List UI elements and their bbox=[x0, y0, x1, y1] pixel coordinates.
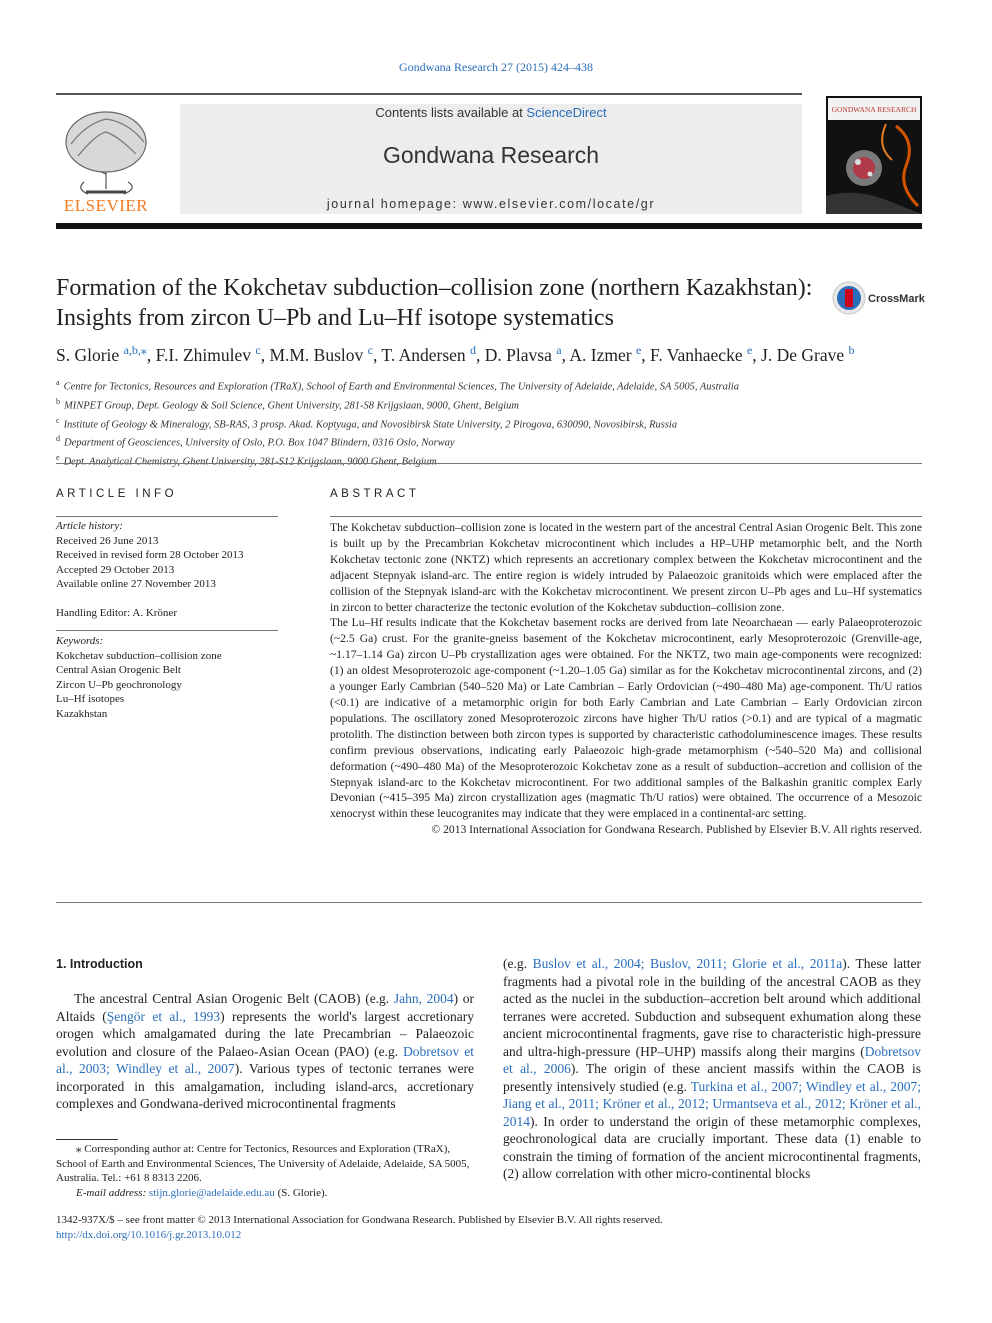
history-revised: Received in revised form 28 October 2013 bbox=[56, 549, 244, 561]
body-text: The ancestral Central Asian Orogenic Belt (CAOB) (e.g. bbox=[74, 991, 394, 1006]
author-affiliation-marker[interactable]: c bbox=[367, 343, 373, 357]
affiliation-item: $^a$ Centre for Tectonics, Resources and Exploration (TRaX), School of Earth and Environmental Sciences, The University of Adelaide, Adelaide, SA 5005, Australia bbox=[56, 378, 739, 393]
article-info-heading: ARTICLE INFO bbox=[56, 488, 178, 500]
abstract-heading: ABSTRACT bbox=[330, 488, 420, 500]
crossmark-icon bbox=[832, 280, 932, 316]
author-name[interactable]: F. Vanhaecke bbox=[650, 344, 747, 365]
author-affiliation-marker[interactable]: d bbox=[470, 343, 477, 357]
author-email-link[interactable]: stijn.glorie@adelaide.edu.au bbox=[148, 1186, 275, 1199]
cover-title: GONDWANA RESEARCH bbox=[831, 105, 917, 114]
email-label: E-mail address: bbox=[76, 1186, 149, 1199]
keyword-item: Kazakhstan bbox=[56, 707, 108, 720]
journal-citation[interactable]: Gondwana Research 27 (2015) 424–438 bbox=[399, 60, 593, 74]
section-rule bbox=[56, 463, 922, 464]
abstract-end-rule bbox=[56, 902, 922, 903]
author-name[interactable]: T. Andersen bbox=[381, 344, 471, 365]
author-affiliation-marker[interactable]: c bbox=[255, 343, 261, 357]
keyword-item: Zircon U–Pb geochronology bbox=[56, 678, 182, 691]
affiliations bbox=[56, 376, 926, 470]
abstract-paragraph-1: The Kokchetav subduction–collision zone is located in the western part of the ancestral Central Asian Orogenic Belt. This zone is built up by the Precambrian Kokchetav microcontinent which includes a HP–UHP metamorphic belt, and the North Kokchetav tectonic zone (NKTZ) which represents an accretionary complex between the Kokchetav microcontinent and the adjacent Stepnyak island-arc. The entire region is widely intruded by Palaeozoic granitoids which were emplaced after the collision of the Stepnyak island-arc with the Kokchetav microcontinent. We present zircon U–Pb ages and Lu–Hf systematics in zircon to better characterize the tectonic evolution of the Kokchetav subduction–collision zone. bbox=[330, 521, 922, 614]
publisher-logo-text: ELSEVIER bbox=[63, 196, 149, 214]
contents-prefix: Contents lists available at bbox=[375, 105, 527, 120]
citation-link[interactable]: Buslov et al., 2004; Buslov, 2011; Glorie et al., 2011a bbox=[532, 956, 843, 971]
corresponding-author-footnote bbox=[56, 1142, 476, 1200]
contents-line bbox=[180, 104, 802, 122]
author-name[interactable]: M.M. Buslov bbox=[269, 344, 368, 365]
body-text: ). The origin of these ancient massifs within the CAOB is presently intensively studied (e.g. bbox=[503, 1061, 921, 1094]
abstract-body bbox=[330, 520, 922, 838]
author-name[interactable]: F.I. Zhimulev bbox=[155, 344, 256, 365]
author-affiliation-marker[interactable]: e bbox=[746, 343, 753, 357]
elsevier-logo[interactable] bbox=[56, 104, 156, 214]
affiliation-item: $^d$ Department of Geosciences, University of Oslo, P.O. Box 1047 Blindern, 0316 Oslo, Norway bbox=[56, 434, 455, 449]
citation-link[interactable]: Jahn, 2004 bbox=[393, 991, 454, 1006]
keyword-item: Lu–Hf isotopes bbox=[56, 693, 125, 705]
body-text: ). In order to understand the origin of these metamorphic complexes, geochronological data are crucially important. These data (1) enable to constrain the timing of formation of the ancient microcontinental fragments, (2) allow correlation with other micro-continental blocks bbox=[503, 1113, 921, 1181]
intro-column-left bbox=[56, 990, 474, 1113]
abstract-copyright: © 2013 International Association for Gondwana Research. Published by Elsevier B.V. All rights reserved. bbox=[431, 823, 922, 837]
author-affiliation-marker[interactable]: a,b,⁎ bbox=[123, 343, 147, 357]
article-info-rule bbox=[56, 516, 278, 517]
footnote-rule bbox=[56, 1139, 118, 1140]
issn-line: 1342-937X/$ – see front matter © 2013 International Association for Gondwana Research. Published by Elsevier B.V. All rights reserved. bbox=[56, 1214, 663, 1226]
journal-homepage[interactable]: journal homepage: www.elsevier.com/locate/gr bbox=[326, 197, 656, 211]
doi-link[interactable]: http://dx.doi.org/10.1016/j.gr.2013.10.012 bbox=[56, 1228, 242, 1241]
handling-editor: Handling Editor: A. Kröner bbox=[56, 606, 177, 619]
author-affiliation-marker[interactable]: e bbox=[635, 343, 642, 357]
body-text: ) represents the world's largest accretionary orogen which amalgamated during the late Precambrian – Palaeozoic evolution and closure of the Palaeo-Asian Ocean (PAO) (e.g. bbox=[56, 1008, 474, 1059]
footnote-marker: ⁎ bbox=[76, 1143, 82, 1155]
article-history bbox=[56, 519, 296, 620]
history-label: Article history: bbox=[56, 520, 123, 532]
introduction-heading: 1. Introduction bbox=[56, 957, 143, 971]
header-thick-rule bbox=[56, 223, 922, 229]
crossmark-badge[interactable] bbox=[832, 280, 932, 316]
journal-title[interactable]: Gondwana Research bbox=[382, 142, 600, 168]
body-text: ) or Altaids ( bbox=[56, 991, 475, 1024]
crossmark-label: CrossMark bbox=[868, 293, 925, 305]
abstract-rule bbox=[330, 516, 922, 517]
sciencedirect-link[interactable]: ScienceDirect bbox=[526, 105, 607, 120]
citation-link[interactable]: Turkina et al., 2007; Windley et al., 2007; Jiang et al., 2011; Kröner et al., 2012; Urmantseva et al., 2012; Kröner et al., 2014 bbox=[503, 1078, 921, 1129]
keywords-rule bbox=[56, 630, 278, 631]
affiliation-item: $^c$ Institute of Geology & Mineralogy, SB-RAS, 3 prosp. Akad. Koptyuga, and Novosibirsk State University, 2 Pirogova, 630090, Novosibirsk, Russia bbox=[56, 415, 678, 431]
history-accepted: Accepted 29 October 2013 bbox=[56, 563, 175, 576]
author-list: S. Glorie $^{a,b,⁎}$, F.I. Zhimulev $^c$, M.M. Buslov $^c$, T. Andersen $^d$, D. Plavsa $^a$, A. Izmer $^e$, F. Vanhaecke $^e$, J. De Grave $^b$ bbox=[56, 343, 855, 365]
author-affiliation-marker[interactable]: a bbox=[556, 343, 562, 357]
history-online: Available online 27 November 2013 bbox=[56, 578, 216, 590]
body-text: (e.g. bbox=[503, 956, 533, 971]
keywords-label: Keywords: bbox=[56, 635, 104, 647]
author-name[interactable]: A. Izmer bbox=[569, 344, 636, 365]
journal-cover-image bbox=[826, 96, 922, 214]
affiliation-item: e bbox=[56, 453, 60, 463]
footnote-corresponding: Corresponding author at: Centre for Tectonics, Resources and Exploration (TRaX), School of Earth and Environmental Sciences, The University of Adelaide, Adelaide, SA 5005, Australia. Tel.: +61 8 8313 2206. bbox=[56, 1143, 470, 1185]
email-owner: (S. Glorie). bbox=[274, 1186, 328, 1199]
affiliation-item: $^b$ MINPET Group, Dept. Geology & Soil Science, Ghent University, 281-S8 Krijgslaan, 9000, Ghent, Belgium bbox=[56, 396, 519, 412]
keyword-item: Central Asian Orogenic Belt bbox=[56, 664, 181, 676]
citation-link[interactable]: Dobretsov et al., 2003; Windley et al., 2007 bbox=[56, 1043, 475, 1076]
author-affiliation-marker[interactable]: b bbox=[848, 343, 855, 357]
abstract-paragraph-2: The Lu–Hf results indicate that the Kokchetav basement rocks are derived from late Neoarchaean — early Palaeoproterozoic (~2.5 Ga) crust. For the granite-gneiss basement of the Kokchetav microcontinent, early Mesoproterozoic (Grenville-age, ~1.17–1.14 Ga) zircon U–Pb crystallization ages were obtained. For the NKTZ, two main age-components were recognized: (1) an oldest Mesoproterozoic age-component (~1.20–1.05 Ga) similar as for the Kokchetav microcontinental zircons, and (2) a younger Early Cambrian (540–520 Ma) or Late Cambrian – Early Ordovician (~490–480 Ma) age-component. Th/U ratios (<0.1) are indicative of a metamorphic origin for both Early Cambrian and Late Cambrian – Early Ordovician zircon populations. The oscillatory zoned Mesoproterozoic zircons have higher Th/U ratios (>0.1) and are typical of a magmatic protolith. The distinction between both zircon types is supported by characteristic cathodoluminescence images. These results confirm previous observations, indicating early Palaeozoic high-grade metamorphism (~540–520 Ma) and collisional deformation (~490–480 Ma) of the Mesoproterozoic Kokchetav zone as a result of subduction–accretion and collision of the Stepnyak island-arc to the Kokchetav microcontinent. For two additional samples of the Balkashin granitic complex Early Devonian (~415–395 Ma) zircon crystallization ages (magmatic Th/U ratios) were obtained. The occurrence of a Mesozoic xenocryst within these leucogranites may indicate that they were emplaced in a continental-arc setting. bbox=[330, 616, 922, 821]
header-rule bbox=[56, 93, 802, 95]
citation-link[interactable]: Şengör et al., 1993 bbox=[106, 1008, 221, 1024]
article-title: Formation of the Kokchetav subduction–collision zone (northern Kazakhstan): Insights from zircon U–Pb and Lu–Hf isotope systematics bbox=[56, 275, 813, 331]
author-name[interactable]: S. Glorie bbox=[56, 344, 124, 365]
issn-block bbox=[56, 1213, 926, 1242]
citation-link[interactable]: Dobretsov et al., 2006 bbox=[503, 1043, 921, 1076]
body-text: ). These latter fragments had a pivotal role in the building of the ancestral CAOB as they acted as the nuclei in the subduction–accretion belt around which additional terranes were accreted. Subduction and subsequent exhumation along these ancient microcontinental fragments, gave rise to characteristic high-pressure and ultra-high-pressure (HP–UHP) massifs along their margins ( bbox=[503, 956, 921, 1059]
keyword-item: Kokchetav subduction–collision zone bbox=[56, 649, 222, 662]
author-name[interactable]: D. Plavsa bbox=[484, 344, 557, 365]
author-name[interactable]: J. De Grave bbox=[761, 344, 849, 365]
journal-cover[interactable] bbox=[826, 96, 922, 214]
history-received: Received 26 June 2013 bbox=[56, 534, 159, 547]
body-text: ). Various types of tectonic terranes were incorporated in this amalgamation, including island-arcs, accretionary complexes and Gondwana-derived microcontinental fragments bbox=[56, 1061, 474, 1111]
keywords-block bbox=[56, 634, 296, 721]
intro-column-right bbox=[503, 955, 921, 1183]
